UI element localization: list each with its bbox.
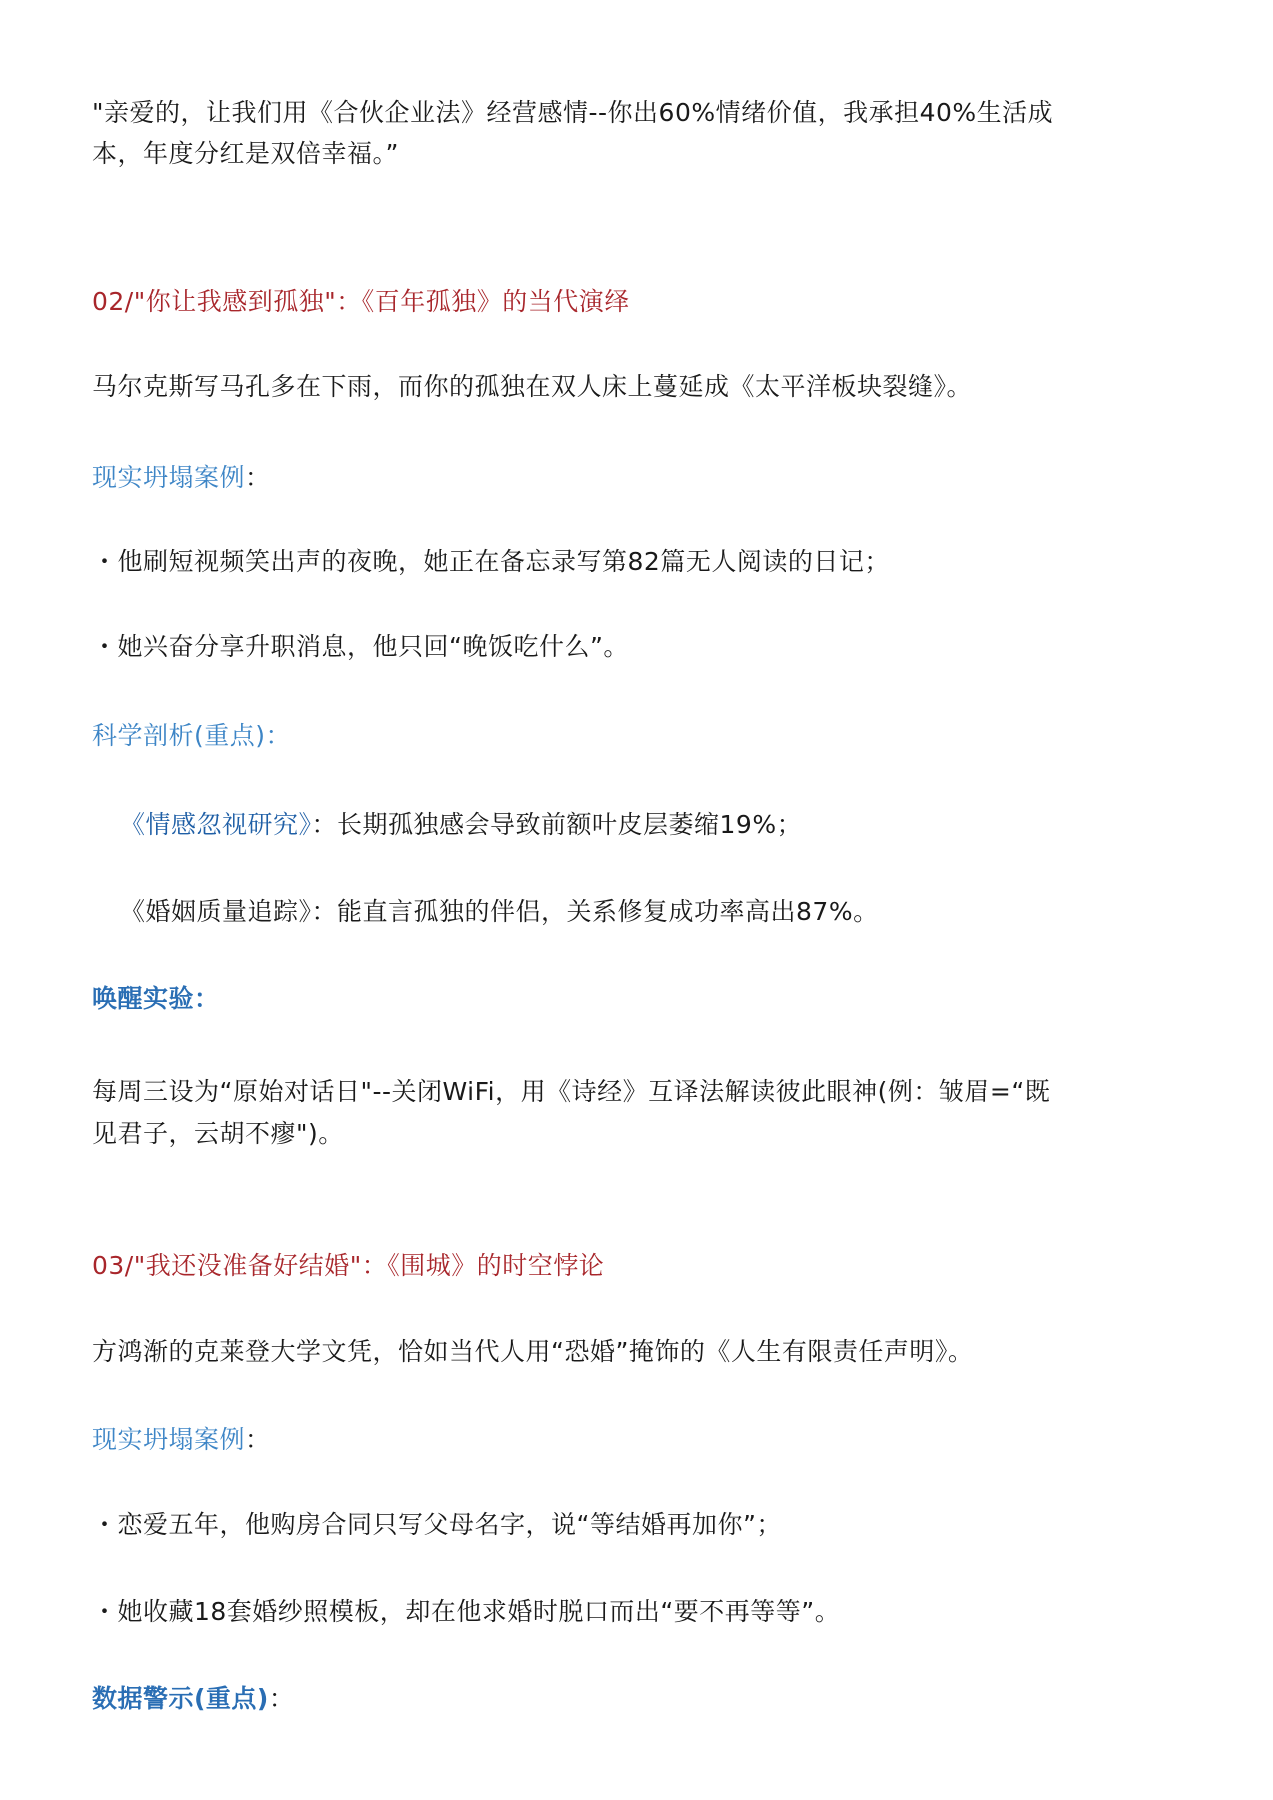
section-3-data-label: [92, 1677, 1192, 1720]
study-2-title: 《婚姻质量追踪》: [120, 897, 312, 926]
section-3-intro: 方鸿渐的克莱登大学文凭，恰如当代人用“恐婚”掩饰的《人生有限责任声明》。: [92, 1337, 974, 1366]
intro-paragraph-line-1: "亲爱的，让我们用《合伙企业法》经营感情--你出60%情绪价值，我承担40%生活成: [92, 98, 1054, 127]
intro-paragraph-line-2: 本，年度分红是双倍幸福。”: [92, 139, 399, 168]
section-3-heading: 03/"我还没准备好结婚"：《围城》的时空悖论: [92, 1251, 605, 1280]
cases-label-colon: ：: [245, 463, 271, 492]
section-2-study-1: [120, 803, 1220, 846]
section-3-case-2: ・她收藏18套婚纱照模板，却在他求婚时脱口而出“要不再等等”。: [92, 1597, 841, 1626]
data-label-colon: ：: [268, 1684, 295, 1713]
section-2-analysis-label: 科学剖析(重点)：: [92, 721, 292, 750]
section-3-cases-label: [92, 1418, 1192, 1461]
section-2-experiment-label: 唤醒实验：: [92, 984, 220, 1013]
cases-label-colon: ：: [245, 1425, 271, 1454]
study-2-text: ：能直言孤独的伴侣，关系修复成功率高出87%。: [311, 897, 879, 926]
section-2-cases-label: [92, 456, 1192, 499]
study-1-text: ：长期孤独感会导致前额叶皮层萎缩19%；: [311, 810, 803, 839]
cases-label-text: 现实坍塌案例: [92, 463, 246, 492]
data-label-text: 数据警示(重点): [92, 1684, 269, 1713]
section-2-experiment-line-2: 见君子，云胡不瘳")。: [92, 1119, 344, 1148]
section-2-heading: 02/"你让我感到孤独"：《百年孤独》的当代演绎: [92, 287, 630, 316]
cases-label-text: 现实坍塌案例: [92, 1425, 246, 1454]
study-1-title: 《情感忽视研究》: [120, 810, 312, 839]
section-2-intro: 马尔克斯写马孔多在下雨，而你的孤独在双人床上蔓延成《太平洋板块裂缝》。: [92, 372, 973, 401]
section-2-case-2: ・她兴奋分享升职消息，他只回“晚饭吃什么”。: [92, 632, 629, 661]
section-2-study-2: [120, 890, 1220, 933]
section-2-case-1: ・他刷短视频笑出声的夜晚，她正在备忘录写第82篇无人阅读的日记；: [92, 547, 890, 576]
section-3-case-1: ・恋爱五年，他购房合同只写父母名字，说“等结婚再加你”；: [92, 1510, 782, 1539]
section-2-experiment-line-1: 每周三设为“原始对话日"--关闭WiFi，用《诗经》互译法解读彼此眼神(例：皱眉=“既: [92, 1077, 1051, 1106]
